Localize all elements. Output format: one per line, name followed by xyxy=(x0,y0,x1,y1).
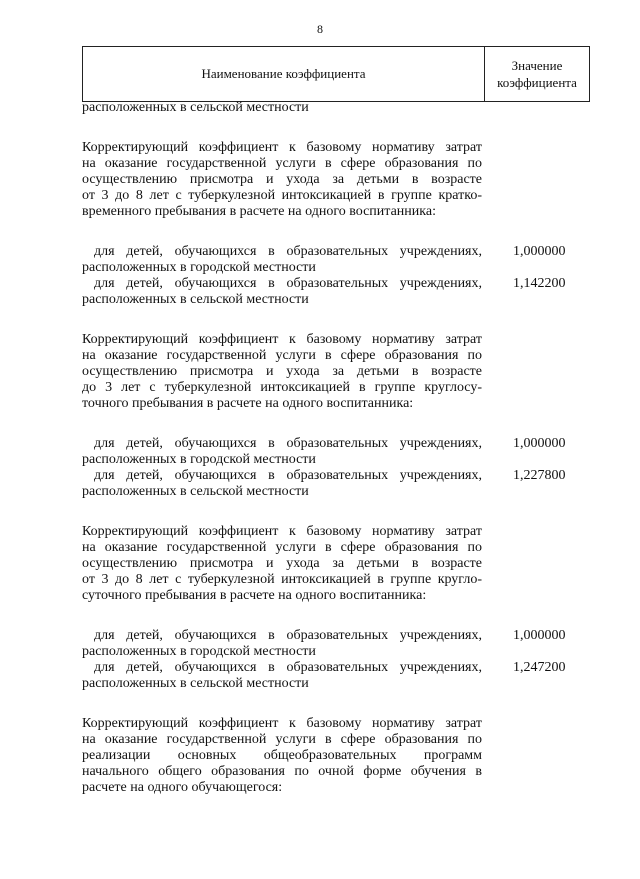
coefficient-value: 1,227800 xyxy=(513,468,566,483)
row-text-line: расположенных в сельской местности xyxy=(82,676,309,691)
row-text-line: для детей, обучающихся в образовательных учреждениях, xyxy=(94,628,482,643)
block-text-line: реализации основных общеобразовательных программ xyxy=(82,748,482,763)
page-number: 8 xyxy=(317,22,323,36)
coefficient-block xyxy=(82,716,482,796)
coefficient-row xyxy=(82,660,566,692)
coefficient-value: 1,142200 xyxy=(513,276,566,291)
row-text-line: расположенных в городской местности xyxy=(82,260,316,275)
coefficient-row xyxy=(82,276,566,308)
coefficient-row xyxy=(82,468,566,500)
block-text-line: на оказание государственной услуги в сфере образования по xyxy=(82,732,482,747)
block-text-line: до 3 лет с туберкулезной интоксикацией в группе круглосу- xyxy=(82,380,482,395)
coefficient-value: 1,247200 xyxy=(513,660,566,675)
column-header-value-line2: коэффициента xyxy=(497,75,577,90)
coefficient-value: 1,000000 xyxy=(513,628,566,643)
coefficient-row xyxy=(82,436,566,468)
block-text-line: осуществлению присмотра и ухода за детьми в возрасте xyxy=(82,556,482,571)
coefficient-value: 1,000000 xyxy=(513,244,566,259)
coefficient-block xyxy=(82,140,566,308)
table-header xyxy=(82,46,590,102)
row-text-line: для детей, обучающихся в образовательных учреждениях, xyxy=(94,276,482,291)
column-header-value-line1: Значение xyxy=(511,58,563,73)
column-header-name: Наименование коэффициента xyxy=(83,47,485,101)
block-text-line: Корректирующий коэффициент к базовому нормативу затрат xyxy=(82,140,482,155)
block-text-line: Корректирующий коэффициент к базовому нормативу затрат xyxy=(82,524,482,539)
block-text-line: на оказание государственной услуги в сфере образования по xyxy=(82,348,482,363)
coefficient-value: 1,000000 xyxy=(513,436,566,451)
block-text-line: начального общего образования по очной форме обучения в xyxy=(82,764,482,779)
coefficient-block xyxy=(82,332,566,500)
block-text-line: суточного пребывания в расчете на одного воспитанника: xyxy=(82,588,427,603)
block-text-line: осуществлению присмотра и ухода за детьми в возрасте xyxy=(82,364,482,379)
block-text-line: осуществлению присмотра и ухода за детьми в возрасте xyxy=(82,172,482,187)
block-text-line: расчете на одного обучающегося: xyxy=(82,780,283,795)
row-text-line: для детей, обучающихся в образовательных учреждениях, xyxy=(94,436,482,451)
column-header-value xyxy=(485,47,589,101)
document-body xyxy=(82,100,566,796)
continued-text-fragment: расположенных в сельской местности xyxy=(82,100,309,115)
block-text-line: на оказание государственной услуги в сфере образования по xyxy=(82,156,482,171)
row-text-line: расположенных в городской местности xyxy=(82,644,316,659)
block-text-line: на оказание государственной услуги в сфере образования по xyxy=(82,540,482,555)
coefficient-row xyxy=(82,628,566,660)
row-text-line: расположенных в сельской местности xyxy=(82,292,309,307)
block-text-line: от 3 до 8 лет с туберкулезной интоксикацией в группе кругло- xyxy=(82,572,482,587)
block-text-line: точного пребывания в расчете на одного воспитанника: xyxy=(82,396,414,411)
row-text-line: для детей, обучающихся в образовательных учреждениях, xyxy=(94,468,482,483)
row-text-line: для детей, обучающихся в образовательных учреждениях, xyxy=(94,244,482,259)
row-text-line: расположенных в городской местности xyxy=(82,452,316,467)
block-text-line: от 3 до 8 лет с туберкулезной интоксикацией в группе кратко- xyxy=(82,188,482,203)
block-text-line: временного пребывания в расчете на одного воспитанника: xyxy=(82,204,436,219)
coefficient-block xyxy=(82,524,566,692)
row-text-line: для детей, обучающихся в образовательных учреждениях, xyxy=(94,660,482,675)
coefficient-row xyxy=(82,244,566,276)
block-text-line: Корректирующий коэффициент к базовому нормативу затрат xyxy=(82,716,482,731)
row-text-line: расположенных в сельской местности xyxy=(82,484,309,499)
block-text-line: Корректирующий коэффициент к базовому нормативу затрат xyxy=(82,332,482,347)
